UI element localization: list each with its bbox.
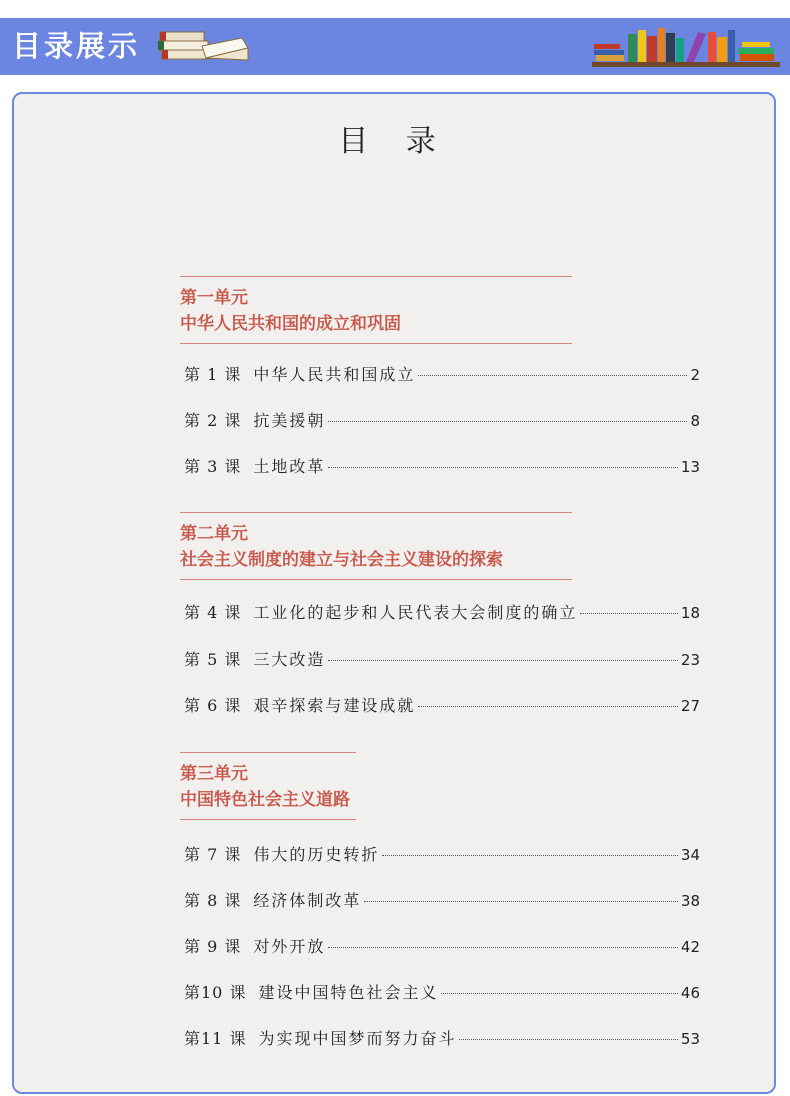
page-number: 18	[680, 604, 700, 622]
toc-entry[interactable]	[184, 454, 700, 480]
unit-top-rule	[180, 276, 572, 277]
unit-number: 第一单元	[180, 288, 248, 308]
dot-leader	[328, 660, 678, 661]
lesson-number: 第10 课	[184, 983, 247, 1002]
page-number: 34	[680, 846, 700, 864]
dot-leader	[580, 613, 678, 614]
toc-entry[interactable]	[184, 600, 700, 626]
unit-number: 第二单元	[180, 524, 248, 544]
unit-title: 社会主义制度的建立与社会主义建设的探索	[180, 550, 503, 570]
lesson-title: 对外开放	[253, 937, 326, 956]
page-number: 23	[680, 651, 700, 669]
dot-leader	[382, 855, 678, 856]
unit-top-rule	[180, 512, 572, 513]
page-number: 38	[680, 892, 700, 910]
lesson-number: 第 7 课	[184, 845, 242, 864]
page-number: 46	[680, 984, 700, 1002]
unit-header	[180, 752, 356, 820]
lesson-title: 土地改革	[253, 457, 326, 476]
page-number: 42	[680, 938, 700, 956]
toc-entry[interactable]	[184, 1026, 700, 1052]
toc-entry[interactable]	[184, 934, 700, 960]
page-number: 2	[690, 366, 700, 384]
lesson-number: 第 4 课	[184, 603, 242, 622]
unit-title: 中华人民共和国的成立和巩固	[180, 314, 401, 334]
lesson-number: 第 6 课	[184, 696, 242, 715]
page-number: 8	[690, 412, 700, 430]
lesson-title: 经济体制改革	[253, 891, 362, 910]
book-stack-icon	[158, 26, 250, 66]
unit-header	[180, 276, 572, 344]
lesson-title: 抗美援朝	[253, 411, 326, 430]
dot-leader	[459, 1039, 677, 1040]
dot-leader	[328, 947, 678, 948]
dot-leader	[328, 467, 678, 468]
page-number: 27	[680, 697, 700, 715]
lesson-number: 第 9 课	[184, 937, 242, 956]
toc-entry[interactable]	[184, 693, 700, 719]
lesson-number: 第11 课	[184, 1029, 247, 1048]
toc-entry[interactable]	[184, 842, 700, 868]
lesson-number: 第 8 课	[184, 891, 242, 910]
lesson-title: 伟大的历史转折	[253, 845, 380, 864]
toc-heading: 目 录	[338, 124, 450, 159]
lesson-number: 第 1 课	[184, 365, 242, 384]
unit-bottom-rule	[180, 579, 572, 580]
dot-leader	[418, 375, 687, 376]
unit-title: 中国特色社会主义道路	[180, 790, 350, 810]
dot-leader	[441, 993, 677, 994]
lesson-title: 工业化的起步和人民代表大会制度的确立	[253, 603, 578, 622]
bookshelf-icon	[588, 24, 784, 68]
toc-entry[interactable]	[184, 888, 700, 914]
lesson-number: 第 5 课	[184, 650, 242, 669]
unit-header	[180, 512, 572, 580]
header-banner	[0, 18, 790, 75]
lesson-title: 三大改造	[253, 650, 326, 669]
page-number: 53	[680, 1030, 700, 1048]
dot-leader	[418, 706, 678, 707]
lesson-title: 建设中国特色社会主义	[258, 983, 439, 1002]
unit-bottom-rule	[180, 819, 356, 820]
toc-entry[interactable]	[184, 362, 700, 388]
banner-title: 目录展示	[12, 29, 141, 63]
lesson-title: 艰辛探索与建设成就	[253, 696, 416, 715]
toc-page	[12, 92, 776, 1094]
dot-leader	[364, 901, 678, 902]
unit-top-rule	[180, 752, 356, 753]
lesson-title: 为实现中国梦而努力奋斗	[258, 1029, 457, 1048]
dot-leader	[328, 421, 687, 422]
unit-number: 第三单元	[180, 764, 248, 784]
lesson-title: 中华人民共和国成立	[253, 365, 416, 384]
toc-entry[interactable]	[184, 408, 700, 434]
toc-entry[interactable]	[184, 647, 700, 673]
lesson-number: 第 3 课	[184, 457, 242, 476]
toc-entry[interactable]	[184, 980, 700, 1006]
lesson-number: 第 2 课	[184, 411, 242, 430]
unit-bottom-rule	[180, 343, 572, 344]
page-number: 13	[680, 458, 700, 476]
